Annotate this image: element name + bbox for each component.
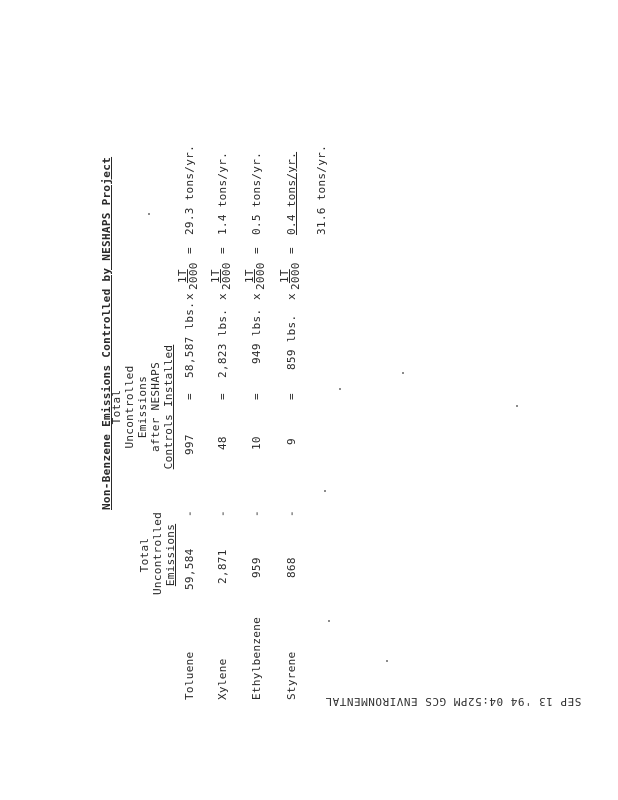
minus-sign: - [285, 510, 298, 517]
chemical-name: Xylene [216, 658, 229, 700]
uncontrolled-value: 59,584 [183, 548, 196, 590]
scan-speck [148, 213, 150, 215]
fraction-denominator: 2000 [187, 262, 200, 290]
pounds-value: 949 lbs. [250, 308, 263, 364]
header-uncontrolled [138, 511, 177, 595]
header-uncontrolled-line-1: Total [138, 537, 151, 573]
pounds-value: 859 lbs. [285, 314, 298, 370]
fax-header-line: SEP 13 '94 04:52PM GCS ENVIRONMENTAL [325, 695, 582, 708]
total-tons: 31.6 tons/yr. [315, 145, 328, 235]
equals-sign: = [285, 393, 298, 400]
times-sign: x [285, 293, 298, 300]
uncontrolled-value: 868 [285, 557, 298, 578]
times-sign: x [216, 293, 229, 300]
tons-result: 0.5 tons/yr. [250, 151, 263, 235]
equals-sign: = [216, 393, 229, 400]
conversion-fraction [244, 262, 266, 290]
header-after-line-4: after NESHAPS [149, 362, 162, 452]
minus-sign: - [250, 510, 263, 517]
pounds-value: 58,587 lbs. [183, 301, 196, 378]
fraction-numerator: 1T [209, 269, 222, 284]
fraction-numerator: 1T [243, 269, 256, 284]
times-sign: x [183, 293, 196, 300]
scan-speck [402, 372, 404, 374]
tons-result: 1.4 tons/yr. [216, 151, 229, 235]
controlled-value: 10 [250, 436, 263, 450]
fraction-numerator: 1T [176, 269, 189, 284]
tons-result: 29.3 tons/yr. [183, 145, 196, 235]
fraction-denominator: 2000 [254, 262, 267, 290]
conversion-fraction [210, 262, 232, 290]
chemical-name: Toluene [183, 651, 196, 700]
scan-speck [516, 405, 518, 407]
times-sign: x [250, 293, 263, 300]
controlled-value: 9 [285, 438, 298, 445]
rotated-document-content [100, 145, 350, 700]
uncontrolled-value: 2,871 [216, 549, 229, 584]
tons-result: 0.4 tons/yr. [285, 151, 298, 235]
scan-speck [324, 490, 326, 492]
header-after-line-2: Uncontrolled [123, 365, 136, 449]
fraction-denominator: 2000 [289, 262, 302, 290]
chemical-name: Ethylbenzene [250, 616, 263, 700]
conversion-fraction [279, 262, 301, 290]
equals-sign: = [285, 247, 298, 254]
fraction-denominator: 2000 [220, 262, 233, 290]
uncontrolled-value: 959 [250, 557, 263, 578]
controlled-value: 997 [183, 434, 196, 455]
chemical-name: Styrene [285, 651, 298, 700]
minus-sign: - [183, 510, 196, 517]
header-after-line-1: Total [110, 389, 123, 425]
header-after-line-5: Controls Installed [162, 344, 175, 470]
equals-sign: = [183, 247, 196, 254]
scan-speck [328, 620, 330, 622]
pounds-value: 2,823 lbs. [216, 308, 229, 378]
equals-sign: = [216, 247, 229, 254]
header-uncontrolled-line-3: Emissions [164, 523, 177, 587]
header-after-controls [110, 342, 175, 472]
equals-sign: = [183, 393, 196, 400]
fraction-numerator: 1T [278, 269, 291, 284]
scan-speck [386, 660, 388, 662]
header-uncontrolled-line-2: Uncontrolled [151, 511, 164, 595]
equals-sign: = [250, 247, 263, 254]
equals-sign: = [250, 393, 263, 400]
scan-speck [339, 388, 341, 390]
minus-sign: - [216, 510, 229, 517]
document-title: Non-Benzene Emissions Controlled by NESHAPS Project [100, 156, 113, 510]
conversion-fraction [177, 262, 199, 290]
controlled-value: 48 [216, 436, 229, 450]
header-after-line-3: Emissions [136, 375, 149, 439]
